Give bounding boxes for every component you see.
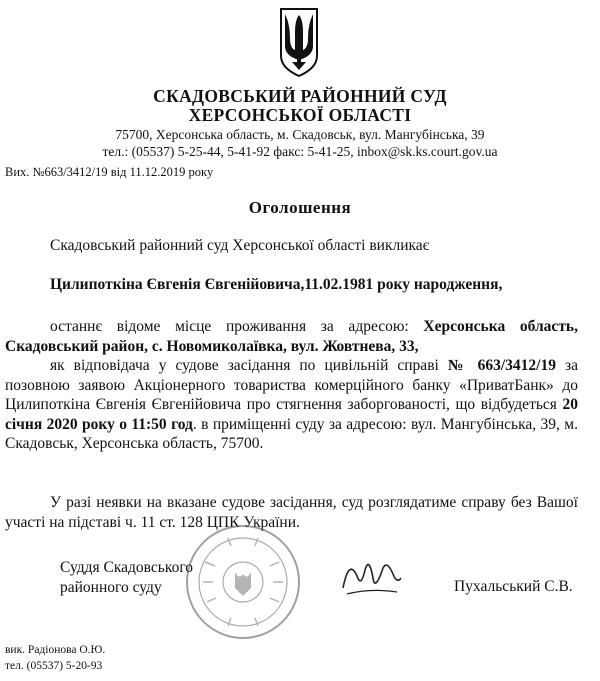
case-paragraph [5, 356, 578, 454]
court-seal-icon [183, 522, 303, 642]
court-name-line1: СКАДОВСЬКИЙ РАЙОННИЙ СУД [153, 86, 447, 106]
judge-title-line2: районного суду [60, 578, 162, 596]
trident-emblem-icon [276, 6, 322, 78]
executor-name: вик. Радіонова О.Ю. [5, 644, 106, 656]
executor-phone: тел. (05537) 5-20-93 [5, 660, 103, 672]
judge-name: Пухальський С.В. [454, 578, 573, 595]
person-name: Цилипоткіна Євгенія Євгенійовича,11.02.1981 року народження, [50, 276, 503, 293]
case-number: № 663/3412/19 [447, 357, 556, 374]
court-name-line2: ХЕРСОНСЬКОЇ ОБЛАСТІ [188, 105, 412, 125]
court-contacts: тел.: (05537) 5-25-44, 5-41-92 факс: 5-41-25, inbox@sk.ks.court.gov.ua [102, 144, 498, 159]
intro-paragraph: Скадовський районний суд Херсонської області викликає [50, 237, 430, 254]
outgoing-number: Вих. №663/3412/19 від 11.12.2019 року [5, 165, 214, 179]
judge-title [60, 558, 193, 597]
warning-paragraph: У разі неявки на вказане судове засідання, суд розглядатиме справу без Вашої участі на підставі ч. 11 ст. 128 ЦПК України. [5, 494, 578, 531]
court-address: 75700, Херсонська область, м. Скадовськ, вул. Мангубінська, 39 [115, 127, 485, 142]
case-prefix: як відповідача у судове засідання по цивільній справі [50, 357, 439, 374]
document-title: Оголошення [248, 198, 352, 217]
case-suffix: . в приміщенні суду за адресою: вул. Мангубінська, 39, м. Скадовськ, Херсонська область, 75700. [5, 415, 578, 452]
residence-prefix: останнє відоме місце проживання за адресою: [50, 318, 409, 335]
hearing-datetime: 20 січня 2020 року о 11:50 год [5, 396, 579, 433]
residence-address: Херсонська область, Скадовський район, с. Новомиколаївка, вул. Жовтнева, 33, [5, 318, 578, 355]
handwritten-signature-icon [335, 548, 405, 603]
judge-title-line1: Суддя Скадовського [60, 559, 194, 576]
case-description: за позовною заявою Акціонерного товариства комерційного банку «ПриватБанк» до Цилипоткіна Євгенія Євгенійовича про стягнення заборгованості, що відбудеться [5, 357, 579, 413]
residence-paragraph [5, 317, 578, 356]
